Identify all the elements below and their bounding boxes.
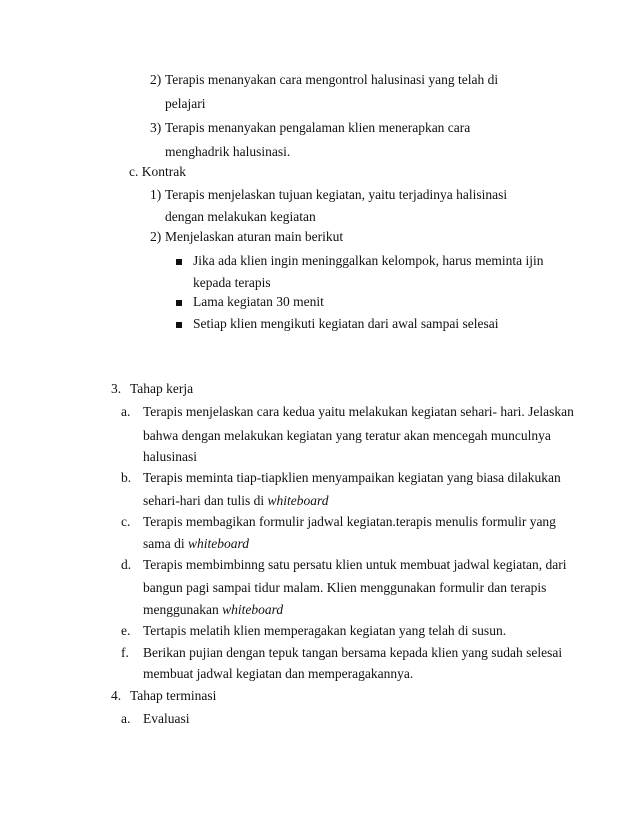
text-line: Terapis menjelaskan cara kedua yaitu melakukan kegiatan sehari- hari. Jelaskan <box>143 404 574 419</box>
text-line: Berikan pujian dengan tepuk tangan bersama kepada klien yang sudah selesai <box>143 645 563 660</box>
text-line: Terapis menanyakan cara mengontrol halusinasi yang telah di <box>165 72 499 87</box>
text-line: bangun pagi sampai tidur malam. Klien menggunakan formulir dan terapis <box>143 580 547 595</box>
bullet-text: Lama kegiatan 30 menit <box>193 294 324 309</box>
section-heading: Tahap terminasi <box>130 688 217 703</box>
bullet-icon <box>176 322 182 328</box>
text-line <box>143 536 249 552</box>
text-line: Terapis membagikan formulir jadwal kegiatan.terapis menulis formulir yang <box>143 514 556 529</box>
text-fragment: sama di <box>143 536 188 551</box>
text-line: bahwa dengan melakukan kegiatan yang teratur akan mencegah munculnya <box>143 428 551 443</box>
text-line: Tertapis melatih klien memperagakan kegiatan yang telah di susun. <box>143 623 507 638</box>
list-number: 2) <box>150 72 162 87</box>
text-line: pelajari <box>165 96 206 111</box>
section-number: 3. <box>111 381 122 396</box>
bullet-text: kepada terapis <box>193 275 271 290</box>
list-letter: a. <box>121 711 131 726</box>
text-line: Terapis menanyakan pengalaman klien menerapkan cara <box>165 120 471 135</box>
list-letter: f. <box>121 645 129 660</box>
italic-term: whiteboard <box>222 602 284 617</box>
bullet-icon <box>176 300 182 306</box>
text-fragment: menggunakan <box>143 602 223 617</box>
text-line: Terapis menjelaskan tujuan kegiatan, yaitu terjadinya halisinasi <box>165 187 508 202</box>
section-heading: c. Kontrak <box>129 164 186 179</box>
text-line: Terapis meminta tiap-tiapklien menyampaikan kegiatan yang biasa dilakukan <box>143 470 561 485</box>
text-line <box>143 602 283 618</box>
list-letter: e. <box>121 623 131 638</box>
list-number: 1) <box>150 187 162 202</box>
text-line: halusinasi <box>143 449 197 464</box>
bullet-text: Jika ada klien ingin meninggalkan kelompok, harus meminta ijin <box>193 253 544 268</box>
list-letter: d. <box>121 557 132 572</box>
text-line: menghadrik halusinasi. <box>165 144 291 159</box>
list-letter: a. <box>121 404 131 419</box>
list-number: 3) <box>150 120 162 135</box>
italic-term: whiteboard <box>267 493 329 508</box>
section-number: 4. <box>111 688 122 703</box>
bullet-icon <box>176 259 182 265</box>
list-letter: c. <box>121 514 131 529</box>
list-letter: b. <box>121 470 132 485</box>
section-heading: Tahap kerja <box>130 381 194 396</box>
text-line: dengan melakukan kegiatan <box>165 209 316 224</box>
bullet-text: Setiap klien mengikuti kegiatan dari awal sampai selesai <box>193 316 499 331</box>
list-number: 2) <box>150 229 162 244</box>
text-line: Menjelaskan aturan main berikut <box>165 229 344 244</box>
text-fragment: sehari-hari dan tulis di <box>143 493 268 508</box>
text-line: Terapis membimbinng satu persatu klien untuk membuat jadwal kegiatan, dari <box>143 557 567 572</box>
italic-term: whiteboard <box>188 536 250 551</box>
text-line <box>143 493 328 509</box>
text-line: Evaluasi <box>143 711 190 726</box>
text-line: membuat jadwal kegiatan dan memperagakannya. <box>143 666 414 681</box>
